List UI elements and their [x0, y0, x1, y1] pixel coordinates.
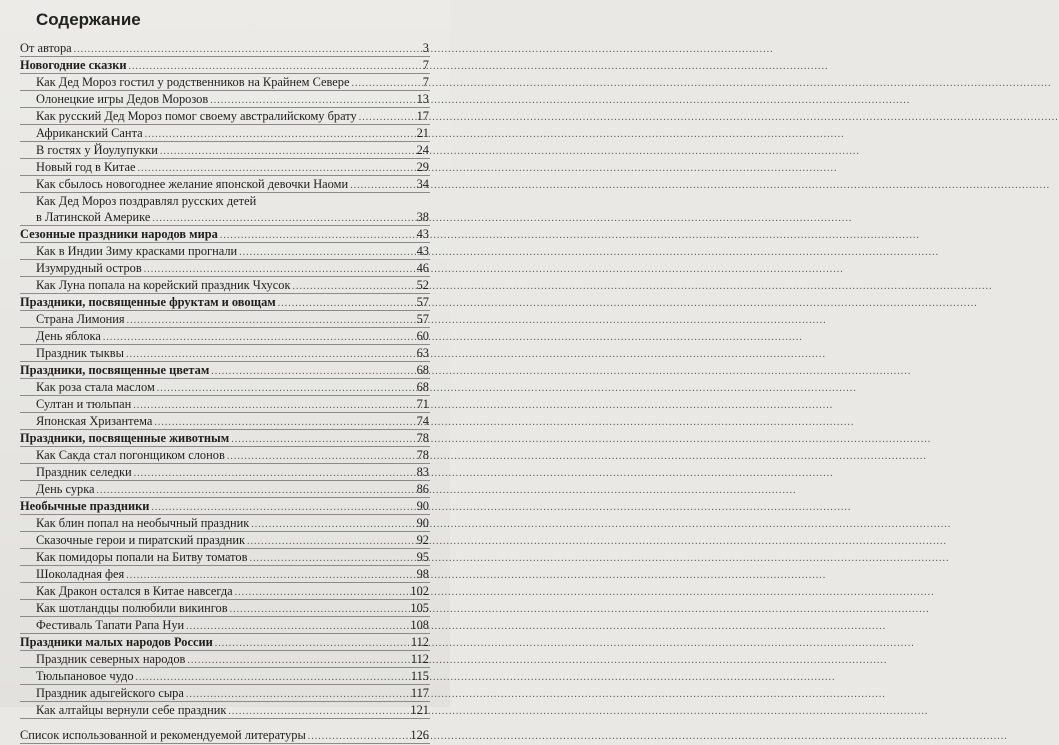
- toc-entry: [20, 481, 430, 498]
- toc-page-number: 83: [416, 465, 429, 479]
- toc-entry: [20, 532, 430, 549]
- toc-section-entry: [20, 57, 430, 74]
- dot-leader: [127, 313, 413, 329]
- dot-leader: [157, 381, 413, 397]
- toc-entry: [20, 193, 430, 209]
- toc-entry-title: Тюльпановое чудо: [36, 669, 134, 683]
- toc-entry-title: Сказочные герои и пиратский праздник: [36, 533, 246, 547]
- toc-entry-title: Праздники, посвященные животным: [20, 431, 230, 445]
- toc-page-number: 3: [422, 41, 429, 55]
- toc-entry: [20, 566, 430, 583]
- toc-entry-title: Новый год в Китае: [36, 160, 136, 174]
- toc-page-number: 102: [410, 584, 429, 598]
- toc-entry-title: Праздник северных народов: [36, 652, 186, 666]
- toc-entry: [20, 413, 430, 430]
- dot-leader: [126, 347, 413, 363]
- toc-entry-title: В гостях у Йоулупукки: [36, 143, 158, 157]
- toc-entry-title: Фестиваль Тапати Рапа Нуи: [36, 618, 185, 632]
- toc-page-number: 90: [416, 516, 429, 530]
- dot-leader: [145, 127, 413, 143]
- dot-leader: [126, 568, 413, 584]
- toc-entry: [20, 40, 430, 57]
- toc-entry-title: Праздник селедки: [36, 465, 132, 479]
- toc-entry: [20, 277, 430, 294]
- toc-entry-title: Шоколадная фея: [36, 567, 125, 581]
- toc-page-number: 43: [416, 227, 429, 241]
- toc-entry: [20, 91, 430, 108]
- toc-page-number: 68: [416, 363, 429, 377]
- dot-leader: [359, 110, 413, 126]
- toc-page-number: 21: [416, 126, 429, 140]
- toc-entry-title: Как Дед Мороз поздравлял русских детей: [36, 194, 257, 208]
- dot-leader: [129, 59, 413, 75]
- toc-page-number: 105: [410, 601, 429, 615]
- toc-entry-title: Как в Индии Зиму красками прогнали: [36, 244, 238, 258]
- toc-page-number: 126: [410, 728, 429, 742]
- toc-entry-title: Как помидоры попали на Битву томатов: [36, 550, 248, 564]
- toc-entry: [20, 345, 430, 362]
- dot-leader: [235, 585, 409, 601]
- toc-section-entry: [20, 294, 430, 311]
- toc-entry-title: Как сбылось новогоднее желание японской девочки Наоми: [36, 177, 349, 191]
- toc-entry: [20, 396, 430, 413]
- toc-page-number: 60: [416, 329, 429, 343]
- dot-leader: [211, 364, 413, 380]
- dot-leader: [228, 704, 408, 720]
- toc-entry: [20, 651, 430, 668]
- dot-leader: [144, 262, 413, 278]
- toc-page-number: 121: [410, 703, 429, 717]
- toc-entry: [20, 142, 430, 159]
- dot-leader: [220, 228, 413, 244]
- toc-page-number: 46: [416, 261, 429, 275]
- toc-entry-title: Праздники, посвященные цветам: [20, 363, 210, 377]
- toc-entry-title: Японская Хризантема: [36, 414, 153, 428]
- toc-section-entry: [20, 226, 430, 243]
- toc-entry-title: Как Сакда стал погонщиком слонов: [36, 448, 225, 462]
- toc-page-number: 71: [416, 397, 429, 411]
- dot-leader: [251, 517, 413, 533]
- dot-leader: [103, 330, 413, 346]
- toc-page-number: 90: [416, 499, 429, 513]
- toc-entry-title: Султан и тюльпан: [36, 397, 132, 411]
- toc-entry: [20, 328, 430, 345]
- table-of-contents: [20, 40, 430, 744]
- dot-leader: [137, 161, 413, 177]
- toc-entry-title: Как алтайцы вернули себе праздник: [36, 703, 227, 717]
- toc-page-number: 34: [416, 177, 429, 191]
- toc-page-number: 112: [410, 652, 429, 666]
- toc-page-number: 108: [410, 618, 429, 632]
- toc-entry-title: Праздник тыквы: [36, 346, 124, 360]
- toc-entry-title: Праздники, посвященные фруктам и овощам: [20, 295, 276, 309]
- dot-leader: [133, 398, 413, 414]
- toc-entry: [20, 685, 430, 702]
- toc-page-number: 78: [416, 448, 429, 462]
- toc-entry-title: Как роза стала маслом: [36, 380, 155, 394]
- toc-entry-title: Сезонные праздники народов мира: [20, 227, 218, 241]
- dot-leader: [351, 76, 413, 92]
- dot-leader: [308, 729, 409, 745]
- dot-leader: [160, 144, 413, 160]
- dot-leader: [230, 602, 409, 618]
- dot-leader: [186, 687, 409, 703]
- dot-leader: [154, 415, 413, 431]
- toc-entry: [20, 583, 430, 600]
- dot-leader: [215, 636, 409, 652]
- toc-entry-title: Олонецкие игры Дедов Морозов: [36, 92, 209, 106]
- toc-entry-title: Список использованной и рекомендуемой литературы: [20, 728, 306, 742]
- toc-entry-title: Как блин попал на необычный праздник: [36, 516, 250, 530]
- toc-page-number: 7: [422, 58, 429, 72]
- toc-entry: [20, 617, 430, 634]
- toc-page-number: 112: [410, 635, 429, 649]
- toc-page-number: 92: [416, 533, 429, 547]
- toc-page-number: 29: [416, 160, 429, 174]
- toc-entry-title: Африканский Санта: [36, 126, 143, 140]
- toc-page-number: 57: [416, 295, 429, 309]
- dot-leader: [134, 466, 413, 482]
- toc-page-number: 68: [416, 380, 429, 394]
- dot-leader: [152, 211, 413, 227]
- toc-entry: [20, 209, 430, 226]
- toc-entry: [20, 727, 430, 744]
- toc-entry-title: Как шотландцы полюбили викингов: [36, 601, 228, 615]
- toc-page-number: 38: [416, 210, 429, 224]
- toc-entry-title: Страна Лимония: [36, 312, 125, 326]
- toc-page-number: 117: [410, 686, 429, 700]
- toc-entry-title: Праздники малых народов России: [20, 635, 213, 649]
- toc-entry: [20, 464, 430, 481]
- toc-entry: [20, 159, 430, 176]
- toc-entry-title: Новогодние сказки: [20, 58, 127, 72]
- toc-entry-title: Как русский Дед Мороз помог своему австралийскому брату: [36, 109, 357, 123]
- toc-page-number: 43: [416, 244, 429, 258]
- toc-entry-title: Изумрудный остров: [36, 261, 142, 275]
- dot-leader: [278, 296, 413, 312]
- toc-page-number: 74: [416, 414, 429, 428]
- dot-leader: [136, 670, 409, 686]
- toc-entry: [20, 243, 430, 260]
- toc-section-entry: [20, 430, 430, 447]
- toc-entry: [20, 549, 430, 566]
- toc-entry: [20, 668, 430, 685]
- toc-page-number: 7: [422, 75, 429, 89]
- dot-leader: [231, 432, 413, 448]
- dot-leader: [239, 245, 413, 261]
- dot-leader: [247, 534, 413, 550]
- toc-section-entry: [20, 362, 430, 379]
- toc-entry-title: Как Дед Мороз гостил у родственников на Крайнем Севере: [36, 75, 350, 89]
- toc-page-number: 63: [416, 346, 429, 360]
- document-page: [0, 0, 450, 742]
- toc-entry-title: Как Луна попала на корейский праздник Чхусок: [36, 278, 291, 292]
- toc-entry: [20, 74, 430, 91]
- toc-page-number: 95: [416, 550, 429, 564]
- toc-entry: [20, 125, 430, 142]
- toc-page-number: 98: [416, 567, 429, 581]
- dot-leader: [187, 653, 408, 669]
- toc-page-number: 13: [416, 92, 429, 106]
- dot-leader: [350, 178, 413, 194]
- dot-leader: [249, 551, 413, 567]
- dot-leader: [210, 93, 413, 109]
- dot-leader: [227, 449, 413, 465]
- dot-leader: [151, 500, 413, 516]
- toc-entry: [20, 108, 430, 125]
- toc-page-number: 115: [410, 669, 429, 683]
- toc-entry-title: в Латинской Америке: [36, 210, 151, 224]
- toc-entry: [20, 379, 430, 396]
- toc-entry: [20, 311, 430, 328]
- toc-page-number: 86: [416, 482, 429, 496]
- toc-section-entry: [20, 498, 430, 515]
- toc-entry-title: Необычные праздники: [20, 499, 150, 513]
- toc-entry: [20, 702, 430, 719]
- toc-entry-title: День сурка: [36, 482, 95, 496]
- toc-entry: [20, 600, 430, 617]
- toc-page-number: 24: [416, 143, 429, 157]
- toc-section-entry: [20, 634, 430, 651]
- toc-page-number: 17: [416, 109, 429, 123]
- toc-page-number: 52: [416, 278, 429, 292]
- toc-entry: [20, 447, 430, 464]
- dot-leader: [97, 483, 413, 499]
- toc-entry: [20, 515, 430, 532]
- toc-page-number: 57: [416, 312, 429, 326]
- dot-leader: [74, 42, 413, 58]
- toc-entry-title: День яблока: [36, 329, 101, 343]
- dot-leader: [186, 619, 408, 635]
- toc-entry-title: Как Дракон остался в Китае навсегда: [36, 584, 233, 598]
- toc-entry-title: От автора: [20, 41, 72, 55]
- toc-entry: [20, 260, 430, 277]
- toc-page-number: 78: [416, 431, 429, 445]
- dot-leader: [292, 279, 413, 295]
- toc-entry-title: Праздник адыгейского сыра: [36, 686, 184, 700]
- toc-entry: [20, 176, 430, 193]
- toc-heading: Содержание: [36, 10, 141, 29]
